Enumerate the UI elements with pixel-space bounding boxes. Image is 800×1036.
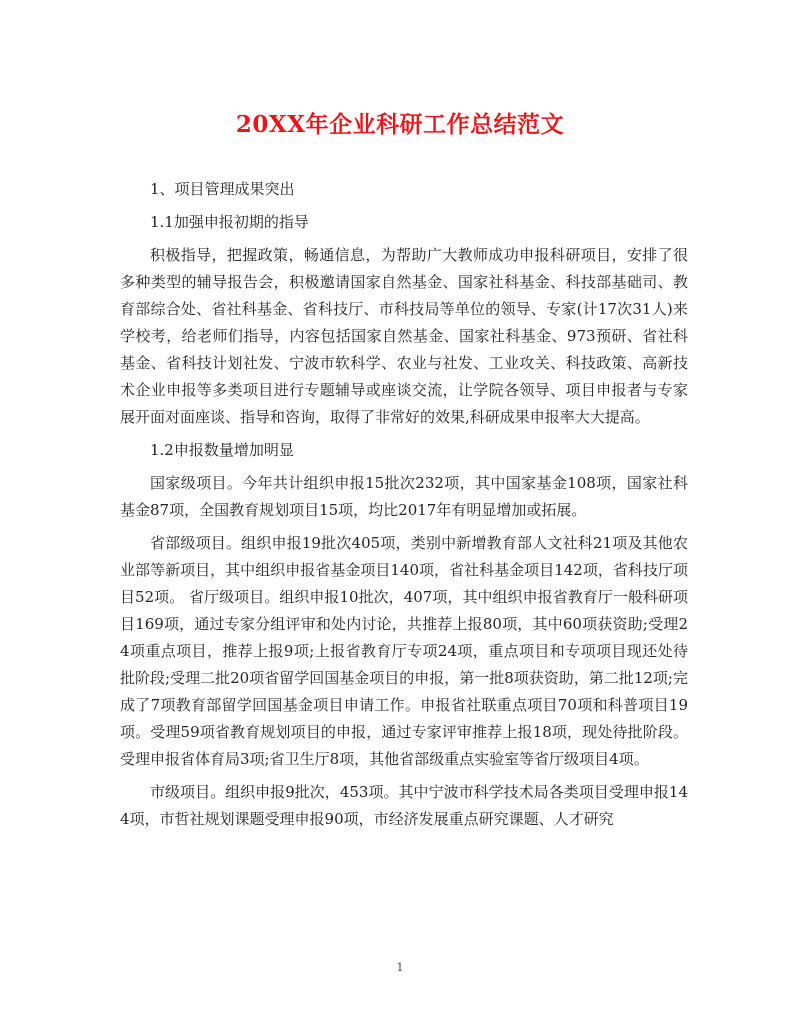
document-title: 20XX年企业科研工作总结范文 — [235, 111, 565, 138]
body-paragraph: 省部级项目。组织申报19批次405项，类别中新增教育部人文社科21项及其他农业部等新项目，其中组织申报省基金项目140项，省社科基金项目142项，省科技厅项目52项。 省厅级项目。组织申报10批次，407项，其中组织申报省教育厅一般科研项目169项，通过专家分组评审和处内讨论，共推荐上报80项，其中60项获资助;受理24项重点项目，推荐上报9项;上报省教育厅专项24项，重点项目和专项项目现还处待批阶段;受理二批20项省留学回国基金项目的申报，第一批8项获资助，第二批12项;完成了7项教育部留学回国基金项目申请工作。申报省社联重点项目70项和科普项目19项。受理59项省教育规划项目的申报，通过专家评审推荐上报18项，现处待批阶段。受理申报省体育局3项;省卫生厅8项，其他省部级重点实验室等省厅级项目4项。 — [120, 534, 688, 768]
body-paragraph: 积极指导，把握政策，畅通信息，为帮助广大教师成功申报科研项目，安排了很多种类型的辅导报告会，积极邀请国家自然基金、国家社科基金、科技部基础司、教育部综合处、省社科基金、省科技厅、市科技局等单位的领导、专家(计17次31人)来学校考，给老师们指导，内容包括国家自然基金、国家社科基金、973预研、省社科基金、省科技计划社发、宁波市软科学、农业与社发、工业攻关、科技政策、高新技术企业申报等多类项目进行专题辅导或座谈交流，让学院各领导、项目申报者与专家展开面对面座谈、指导和咨询，取得了非常好的效果,科研成果申报率大大提高。 — [120, 246, 688, 426]
subsection-heading: 1.1加强申报初期的指导 — [150, 213, 309, 231]
body-paragraph: 国家级项目。今年共计组织申报15批次232项，其中国家基金108项，国家社科基金87项，全国教育规划项目15项，均比2017年有明显增加或拓展。 — [120, 474, 688, 519]
page-number: 1 — [396, 961, 404, 974]
section-heading: 1、项目管理成果突出 — [150, 180, 295, 198]
body-paragraph: 市级项目。组织申报9批次，453项。其中宁波市科学技术局各类项目受理申报144项，市哲社规划课题受理申报90项，市经济发展重点研究课题、人才研究 — [120, 783, 688, 828]
document-body — [120, 176, 688, 839]
subsection-heading: 1.2申报数量增加明显 — [150, 441, 294, 459]
